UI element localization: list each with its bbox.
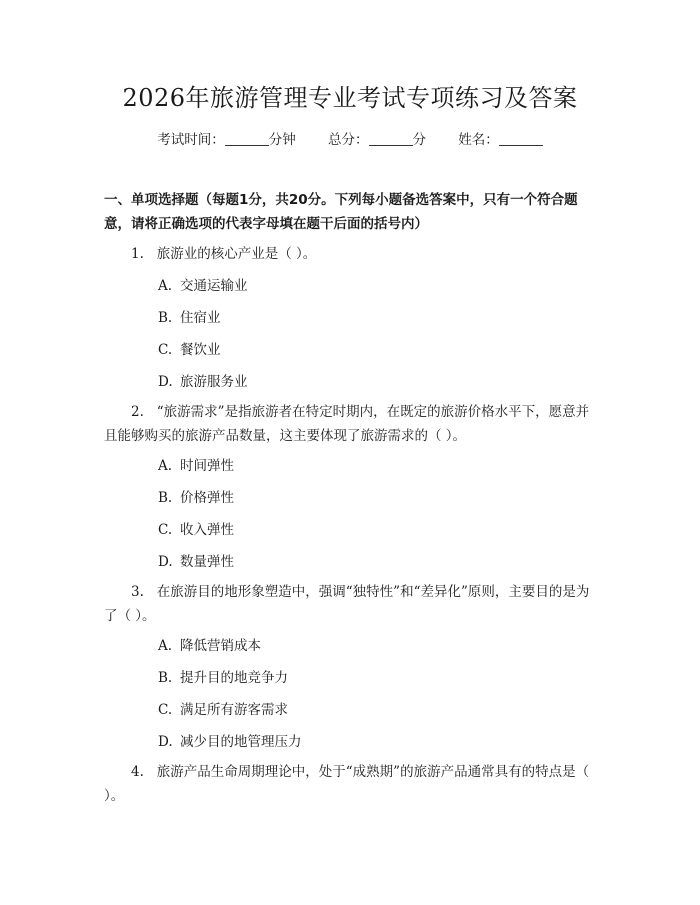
question-2-option-d xyxy=(158,550,598,574)
option-letter: B. xyxy=(158,310,173,326)
total-score-blank xyxy=(369,131,413,146)
option-text: 交通运输业 xyxy=(180,278,248,294)
option-letter: A. xyxy=(158,458,173,474)
question-1-option-c xyxy=(158,338,598,362)
total-score-field xyxy=(328,132,430,148)
question-1-option-a xyxy=(158,274,598,298)
option-letter: C. xyxy=(158,342,173,358)
question-3-number: 3. xyxy=(131,584,144,600)
exam-meta-line xyxy=(0,128,700,152)
option-letter: A. xyxy=(158,638,173,654)
option-text: 降低营销成本 xyxy=(180,638,261,654)
section-heading: 一、单项选择题（每题1分，共20分。下列每小题备选答案中，只有一个符合题意，请将正确选项的代表字母填在题干后面的括号内） xyxy=(104,192,578,232)
exam-time-field xyxy=(157,132,300,148)
name-blank xyxy=(499,131,543,146)
question-3-option-d xyxy=(158,730,598,754)
option-text: 餐饮业 xyxy=(180,342,221,358)
option-text: 时间弹性 xyxy=(180,458,234,474)
question-2-option-a xyxy=(158,454,598,478)
question-1-stem: 旅游业的核心产业是（ ）。 xyxy=(156,246,317,262)
total-score-label: 总分： xyxy=(328,132,369,148)
question-3-option-a xyxy=(158,634,598,658)
question-3 xyxy=(104,580,602,628)
option-letter: C. xyxy=(158,702,173,718)
option-text: 数量弹性 xyxy=(180,554,234,570)
option-text: 满足所有游客需求 xyxy=(180,702,288,718)
option-letter: C. xyxy=(158,522,173,538)
option-text: 提升目的地竞争力 xyxy=(180,670,288,686)
question-2-stem: “旅游需求”是指旅游者在特定时期内，在既定的旅游价格水平下，愿意并且能够购买的旅游产品数量，这主要体现了旅游需求的（ ）。 xyxy=(104,404,590,444)
option-letter: B. xyxy=(158,490,173,506)
question-4-number: 4. xyxy=(131,764,144,780)
option-letter: D. xyxy=(158,734,173,750)
question-1 xyxy=(104,242,602,266)
option-letter: A. xyxy=(158,278,173,294)
exam-time-unit: 分钟 xyxy=(268,132,296,148)
name-field xyxy=(458,132,543,148)
option-letter: B. xyxy=(158,670,173,686)
question-3-stem: 在旅游目的地形象塑造中，强调“独特性”和“差异化”原则，主要目的是为了（ ）。 xyxy=(104,584,590,624)
option-text: 价格弹性 xyxy=(180,490,234,506)
option-text: 旅游服务业 xyxy=(180,374,248,390)
question-2-option-b xyxy=(158,486,598,510)
name-label: 姓名： xyxy=(458,132,499,148)
option-text: 住宿业 xyxy=(180,310,221,326)
question-1-option-b xyxy=(158,306,598,330)
question-4-stem: 旅游产品生命周期理论中，处于“成熟期”的旅游产品通常具有的特点是（ ）。 xyxy=(104,764,590,804)
exam-time-blank xyxy=(225,131,269,146)
question-2-number: 2. xyxy=(131,404,144,420)
total-score-unit: 分 xyxy=(412,132,426,148)
question-3-option-b xyxy=(158,666,598,690)
document-title: 2026年旅游管理专业考试专项练习及答案 xyxy=(122,84,578,112)
option-text: 收入弹性 xyxy=(180,522,234,538)
question-3-option-c xyxy=(158,698,598,722)
option-letter: D. xyxy=(158,374,173,390)
exam-time-label: 考试时间： xyxy=(157,132,225,148)
option-letter: D. xyxy=(158,554,173,570)
question-2 xyxy=(104,400,602,448)
question-1-option-d xyxy=(158,370,598,394)
question-1-number: 1. xyxy=(131,246,144,262)
question-2-option-c xyxy=(158,518,598,542)
question-4 xyxy=(104,760,602,808)
option-text: 减少目的地管理压力 xyxy=(180,734,302,750)
